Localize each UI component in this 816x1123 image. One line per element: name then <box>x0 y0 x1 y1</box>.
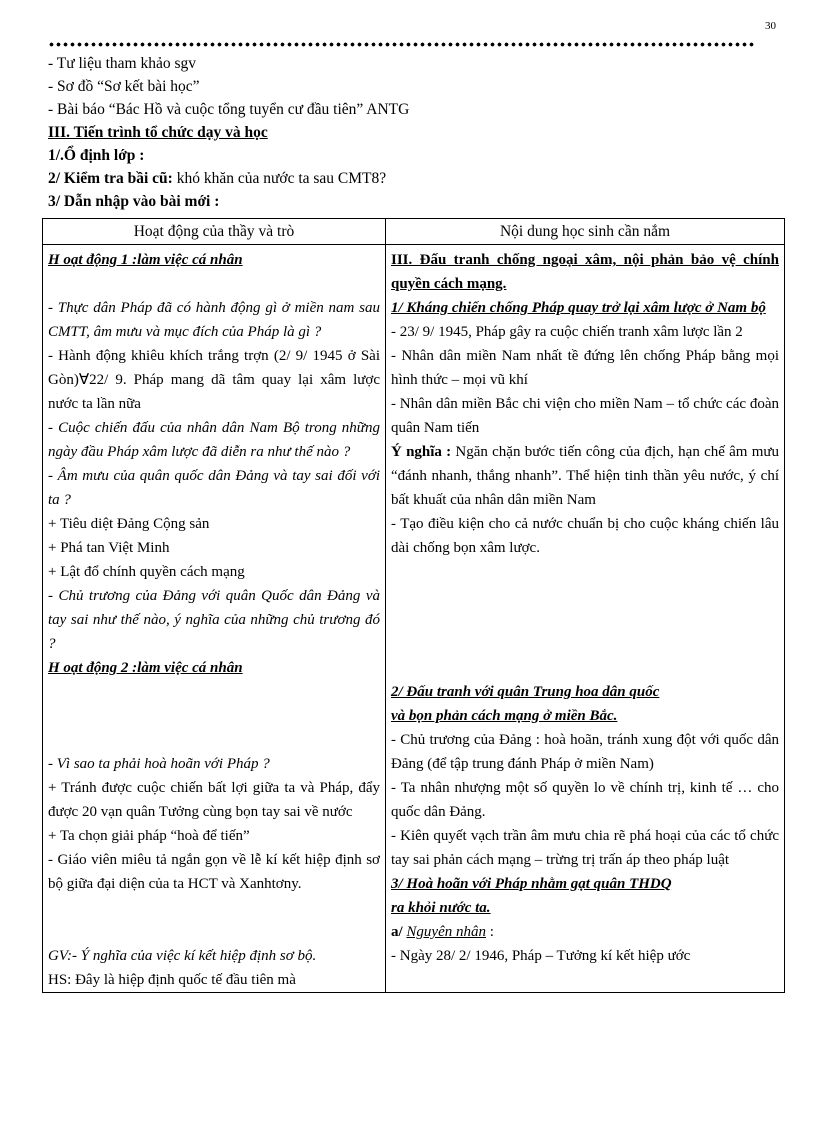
meaning-text: Ngăn chặn bước tiến công của địch, hạn chế âm mưu “đánh nhanh, thắng nhanh”. Thể hiện tinh thần yêu nước, ý chí bất khuất của nhân dân miền Nam <box>391 444 779 508</box>
subsection-1-title: 1/ Kháng chiến chống Pháp quay trở lại xâm lược ở Nam bộ <box>391 300 766 316</box>
step-3: 3/ Dẫn nhập vào bài mới : <box>48 193 220 210</box>
step-1: 1/.Ổ định lớp : <box>48 147 145 164</box>
reference-line: - Bài báo “Bác Hồ và cuộc tổng tuyển cư đầu tiên” ANTG <box>48 101 410 118</box>
question: - Chủ trương của Đảng với quân Quốc dân Đảng và tay sai như thế nào, ý nghĩa của những chủ trương đó ? <box>48 588 380 652</box>
subsection-3-title: ra khỏi nước ta. <box>391 900 491 916</box>
table-header-row <box>43 219 785 245</box>
question: - Cuộc chiến đấu của nhân dân Nam Bộ trong những ngày đầu Pháp xâm lược đã diễn ra như thế nào ? <box>48 420 380 460</box>
right-column-cell <box>386 245 785 993</box>
answer: - Hành động khiêu khích trắng trợn (2/ 9/ 1945 ở Sài Gòn)∀22/ 9. Pháp mang dã tâm quay lại xâm lược nước ta lần nữa <box>48 348 380 412</box>
header-teacher-activity: Hoạt động của thầy và trò <box>43 219 386 245</box>
content-line: - Chủ trương của Đảng : hoà hoãn, tránh xung đột với quốc dân Đảng (để tập trung đánh Pháp ở miền Nam) <box>391 732 779 772</box>
dotted-separator <box>48 42 756 47</box>
section-title: III. Đấu tranh chống ngoại xâm, nội phản bảo vệ chính quyền cách mạng. <box>391 252 779 292</box>
content-line: - Ta nhân nhượng một số quyền lo về chính trị, kinh tế … cho quốc dân Đảng. <box>391 780 779 820</box>
question: - Thực dân Pháp đã có hành động gì ở miền nam sau CMTT, âm mưu và mục đích của Pháp là gì ? <box>48 300 380 340</box>
header-student-content: Nội dung học sinh cần nắm <box>386 219 785 245</box>
subsection-3-title: 3/ Hoà hoãn với Pháp nhằm gạt quân THDQ <box>391 876 672 892</box>
table-row <box>43 245 785 993</box>
answer: + Tránh được cuộc chiến bất lợi giữa ta và Pháp, đẩy được 20 vạn quân Tưởng cùng bọn tay sai về nước <box>48 780 380 820</box>
meaning-label: Ý nghĩa : <box>391 444 452 460</box>
content-line: - Nhân dân miền Bắc chi viện cho miền Nam – tổ chức các đoàn quân Nam tiến <box>391 396 779 436</box>
answer: + Phá tan Việt Minh <box>48 540 170 556</box>
cause-label: a/ <box>391 924 403 940</box>
teacher-question: GV:- Ý nghĩa của việc kí kết hiệp định sơ bộ. <box>48 948 317 964</box>
left-column-cell <box>43 245 386 993</box>
pre-table-text <box>48 52 768 213</box>
activity-1-heading: H oạt động 1 :làm việc cá nhân <box>48 252 243 268</box>
activity-2-heading: H oạt động 2 :làm việc cá nhân <box>48 660 243 676</box>
step-2 <box>48 167 768 190</box>
content-line: - Tạo điều kiện cho cả nước chuẩn bị cho cuộc kháng chiến lâu dài chống bọn xâm lược. <box>391 516 779 556</box>
answer: + Ta chọn giải pháp “hoà để tiến” <box>48 828 250 844</box>
meaning-paragraph <box>391 440 779 512</box>
content-line: - 23/ 9/ 1945, Pháp gây ra cuộc chiến tranh xâm lược lần 2 <box>391 324 743 340</box>
content-line: - Kiên quyết vạch trần âm mưu chia rẽ phá hoại của các tổ chức tay sai phản cách mạng – trừng trị trấn áp theo pháp luật <box>391 828 779 868</box>
step-2-label: 2/ Kiểm tra bầi cũ: <box>48 170 173 187</box>
subsection-2-title: 2/ Đấu tranh với quân Trung hoa dân quốc <box>391 684 660 700</box>
answer: + Lật đổ chính quyền cách mạng <box>48 564 245 580</box>
cause-heading <box>391 920 779 944</box>
reference-line: - Tư liệu tham khảo sgv <box>48 55 197 72</box>
cause-title: Nguyên nhân <box>406 924 486 940</box>
answer: - Giáo viên miêu tả ngắn gọn về lễ kí kết hiệp định sơ bộ giữa đại diện của ta HCT và Xanhtơny. <box>48 852 380 892</box>
reference-line: - Sơ đồ “Sơ kết bài học” <box>48 78 200 95</box>
lesson-table <box>42 218 785 993</box>
content-line: - Ngày 28/ 2/ 1946, Pháp – Tưởng kí kết hiệp ước <box>391 948 691 964</box>
cause-colon: : <box>486 924 494 940</box>
answer: + Tiêu diệt Đảng Cộng sản <box>48 516 210 532</box>
section-heading: III. Tiến trình tổ chức dạy và học <box>48 124 268 141</box>
content-line: - Nhân dân miền Nam nhất tề đứng lên chống Pháp bằng mọi hình thức – mọi vũ khí <box>391 348 779 388</box>
page-number: 30 <box>765 20 776 32</box>
step-2-text: khó khăn của nước ta sau CMT8? <box>172 170 387 187</box>
subsection-2-title: và bọn phản cách mạng ở miền Bắc. <box>391 708 618 724</box>
student-answer: HS: Đây là hiệp định quốc tế đầu tiên mà <box>48 972 296 988</box>
question: - Âm mưu của quân quốc dân Đảng và tay sai đối với ta ? <box>48 468 380 508</box>
question: - Vì sao ta phải hoà hoãn với Pháp ? <box>48 756 270 772</box>
